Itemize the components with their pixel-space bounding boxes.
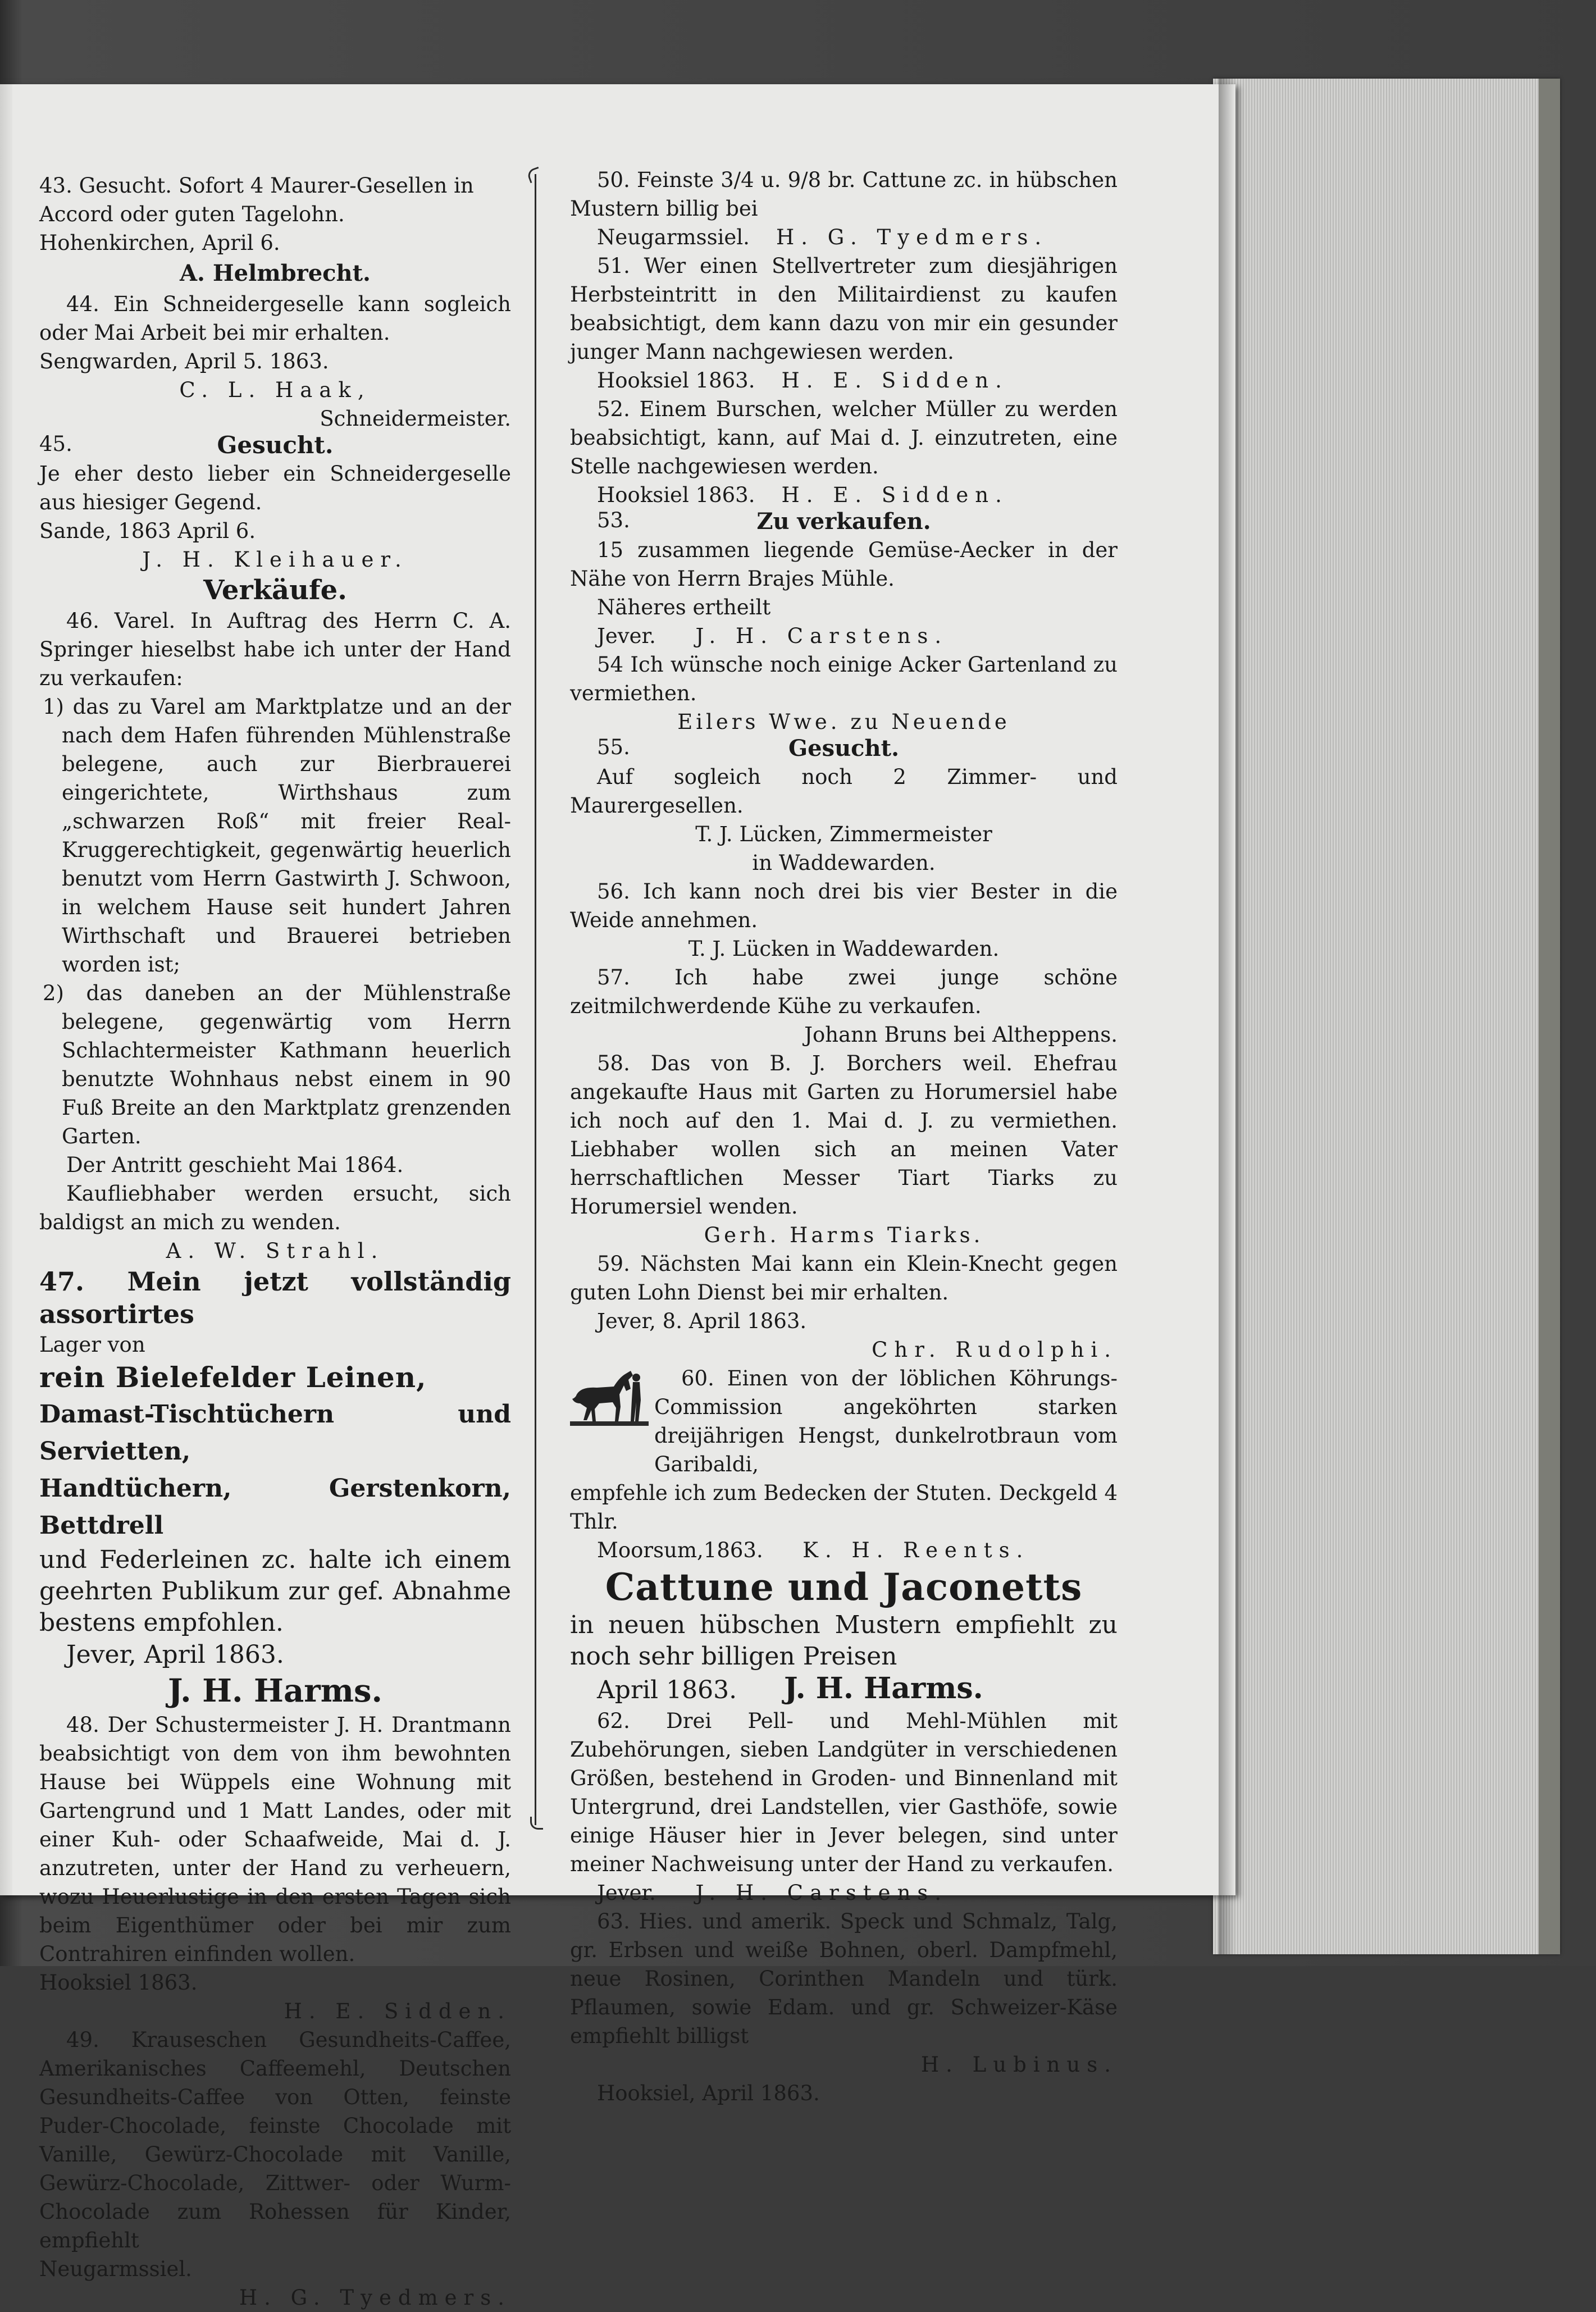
- ad-62-signature: J. H. Carstens.: [695, 1881, 949, 1905]
- ad-57-text: 57. Ich habe zwei junge schöne zeitmilchwerdende Kühe zu verkaufen.: [570, 965, 1118, 1018]
- ad-46-note: Der Antritt geschieht Mai 1864.: [66, 1153, 404, 1177]
- ad-47-line1: 47. Mein jetzt vollständig assortirtes: [39, 1266, 511, 1329]
- ad-61-place: April 1863.: [597, 1676, 737, 1704]
- horse-with-groom-icon: [570, 1366, 649, 1428]
- ad-51-signature: H. E. Sidden.: [781, 368, 1009, 393]
- ad-51-place-signature: [570, 366, 1118, 395]
- ad-45-number: 45.: [39, 432, 72, 456]
- ad-52-place: Hooksiel 1863.: [597, 483, 755, 507]
- ad-63-signature: H. Lubinus.: [920, 2053, 1118, 2077]
- gutter-fold: [0, 84, 12, 1895]
- ad-60: [570, 1364, 1118, 1565]
- section-heading-verkaeufe: Verkäufe.: [203, 574, 347, 606]
- ad-51-place: Hooksiel 1863.: [597, 368, 755, 393]
- ad-54-text: 54 Ich wünsche noch einige Acker Gartenland zu vermiethen.: [570, 653, 1118, 705]
- ad-50-text: 50. Feinste 3/4 u. 9/8 br. Cattune zc. in hübschen Mustern billig bei: [570, 168, 1118, 221]
- ad-48-signature: H. E. Sidden.: [284, 1999, 511, 2023]
- ad-47-rest: und Federleinen zc. halte ich einem geehrten Publikum zur gef. Abnahme bestens empfohlen.: [39, 1545, 511, 1637]
- ad-52-text: 52. Einem Burschen, welcher Müller zu werden beabsichtigt, kann, auf Mai d. J. einzutreten, eine Stelle nachgewiesen werden.: [570, 397, 1118, 478]
- ad-49-signature: H. G. Tyedmers.: [239, 2286, 511, 2310]
- ad-43: [39, 171, 511, 290]
- ad-48-text: 48. Der Schustermeister J. H. Drantmann beabsichtigt von dem von ihm bewohnten Hause bei Wüppels eine Wohnung mit Gartengrund und 1 Matt Landes, oder mit einer Kuh- oder Schaafweide, Mai d. J. anzutreten, unter der Hand zu verheuern, wozu Heuerlustige in den ersten Tagen sich beim Eigenthümer oder bei mir zum Contrahiren einfinden wollen.: [39, 1713, 511, 1966]
- ad-43-signature: A. Helmbrecht.: [180, 260, 371, 286]
- ad-63-place: Hooksiel, April 1863.: [597, 2081, 820, 2105]
- ad-56: [570, 877, 1118, 963]
- ad-49: [39, 2026, 511, 2312]
- ad-63: [570, 1907, 1118, 2108]
- ad-50-signature: H. G. Tyedmers.: [776, 225, 1048, 249]
- ad-50-place-signature: [570, 223, 1118, 252]
- ad-46-note-2: Kaufliebhaber werden ersucht, sich baldigst an mich zu wenden.: [39, 1182, 511, 1234]
- ad-61-headline: Cattune und Jaconetts: [605, 1565, 1083, 1609]
- ad-43-place: Hohenkirchen, April 6.: [39, 231, 280, 255]
- ad-46-item-2: 2) das daneben an der Mühlenstraße belegene, gegenwärtig vom Herrn Schlachtermeister Kathmann heuerlich benutzte Wohnhaus nebst einem in 90 Fuß Breite an den Marktplatz grenzenden Garten.: [43, 981, 511, 1148]
- ad-53: [570, 509, 1118, 650]
- ad-60-place: Moorsum,1863.: [597, 1538, 763, 1562]
- ad-48-place: Hooksiel 1863.: [39, 1971, 198, 1995]
- left-column: [39, 171, 511, 2312]
- ad-47: [39, 1265, 511, 1711]
- ad-55-text: Auf sogleich noch 2 Zimmer- und Maurergesellen.: [570, 765, 1118, 818]
- ad-61-text: in neuen hübschen Mustern empfiehlt zu noch sehr billigen Preisen: [570, 1611, 1118, 1671]
- ad-44-place: Sengwarden, April 5. 1863.: [39, 349, 329, 373]
- ad-45-place: Sande, 1863 April 6.: [39, 519, 256, 543]
- ad-56-text: 56. Ich kann noch drei bis vier Bester in die Weide annehmen.: [570, 879, 1118, 932]
- ad-59: [570, 1250, 1118, 1364]
- ad-61-place-signature: [570, 1672, 1118, 1707]
- ad-63-text: 63. Hies. und amerik. Speck und Schmalz, Talg, gr. Erbsen und weiße Bohnen, oberl. Dampfmehl, neue Rosinen, Corinthen Mandeln und türk. Pflaumen, sowie Edam. und gr. Schweizer-Käse empfiehlt billigst: [570, 1909, 1118, 2048]
- ad-47-big-2: Damast-Tischtüchern und Servietten,: [39, 1400, 511, 1466]
- ad-52-place-signature: [570, 481, 1118, 509]
- ad-45-signature: J. H. Kleihauer.: [142, 548, 408, 572]
- ad-49-text: 49. Krauseschen Gesundheits-Caffee, Amerikanisches Caffeemehl, Deutschen Gesundheits-Caffee von Otten, feinste Puder-Chocolade, feinste Chocolade mit Vanille, Gewürz-Chocolade mit Vanille, Gewürz-Chocolade, Zittwer- oder Wurm-Chocolade zum Rohessen für Kinder, empfiehlt: [39, 2028, 511, 2252]
- ad-59-place: Jever, 8. April 1863.: [597, 1309, 807, 1333]
- ad-45-text: Je eher desto lieber ein Schneidergeselle aus hiesiger Gegend.: [39, 462, 511, 514]
- ad-46: [39, 606, 511, 1265]
- ad-59-signature: Chr. Rudolphi.: [872, 1338, 1118, 1362]
- ad-60-horse-block: [570, 1364, 1118, 1479]
- ad-48: [39, 1711, 511, 2026]
- ad-53-place-signature: [570, 622, 1118, 650]
- ad-60-text-block: [654, 1364, 1118, 1479]
- ad-53-note: Näheres ertheilt: [597, 595, 771, 619]
- ad-62: [570, 1707, 1118, 1907]
- ad-54-signature: Eilers Wwe. zu Neuende: [677, 710, 1010, 734]
- column-divider: [535, 174, 536, 1825]
- ad-60-text: 60. Einen von der löblichen Köhrungs-Commission angeköhrten starken dreijährigen Hengst, dunkelrotbraun vom Garibaldi,: [654, 1366, 1118, 1476]
- ad-61-signature: J. H. Harms.: [784, 1671, 983, 1706]
- ad-47-big-3: Handtüchern, Gerstenkorn, Bettdrell: [39, 1474, 511, 1540]
- ad-54: [570, 650, 1118, 736]
- ad-44: [39, 290, 511, 433]
- ad-49-place: Neugarmssiel.: [39, 2257, 192, 2281]
- ad-62-place: Jever.: [597, 1881, 656, 1905]
- ad-50: [570, 166, 1118, 252]
- ad-55: [570, 736, 1118, 877]
- ad-60-signature: K. H. Reents.: [802, 1538, 1030, 1562]
- ad-53-text: 15 zusammen liegende Gemüse-Aecker in der Nähe von Herrn Brajes Mühle.: [570, 538, 1118, 591]
- ad-50-place: Neugarmssiel.: [597, 225, 750, 249]
- right-column: [570, 166, 1118, 2108]
- ad-62-text: 62. Drei Pell- und Mehl-Mühlen mit Zubehörungen, sieben Landgüter in verschiedenen Größen, bestehend in Groden- und Binnenland mit Untergrund, drei Landstellen, vier Gasthöfe, sowie einige Häuser hier in Jever belegen, sind unter meiner Nachweisung unter der Hand zu verkaufen.: [570, 1709, 1118, 1876]
- ad-45-heading: Gesucht.: [217, 431, 334, 459]
- ad-55-signature: T. J. Lücken, Zimmermeister: [695, 822, 992, 846]
- ad-45: [39, 433, 511, 574]
- ad-47-big-1: rein Bielefelder Leinen,: [39, 1361, 427, 1394]
- ad-58: [570, 1049, 1118, 1250]
- ad-46-list: [39, 692, 511, 1151]
- ad-51-text: 51. Wer einen Stellvertreter zum diesjährigen Herbsteintritt in den Militairdienst zu kaufen beabsichtigt, dem kann dazu von mir ein gesunder junger Mann nachgewiesen werden.: [570, 254, 1118, 364]
- ad-46-intro: 46. Varel. In Auftrag des Herrn C. A. Springer hieselbst habe ich unter der Hand zu verkaufen:: [39, 609, 511, 690]
- ad-44-signature-title: Schneidermeister.: [320, 407, 511, 431]
- ad-57: [570, 963, 1118, 1049]
- book-page-edges: [1213, 79, 1560, 1954]
- ad-47-line2: Lager von: [39, 1333, 145, 1357]
- ad-53-place: Jever.: [597, 624, 656, 648]
- ad-55-signature-place: in Waddewarden.: [752, 851, 936, 875]
- ad-43-line1: 43. Gesucht. Sofort 4 Maurer-Gesellen in: [39, 174, 474, 198]
- ad-55-heading: Gesucht.: [788, 735, 900, 761]
- ad-59-text: 59. Nächsten Mai kann ein Klein-Knecht gegen guten Lohn Dienst bei mir erhalten.: [570, 1252, 1118, 1305]
- ad-44-signature: C. L. Haak,: [179, 378, 371, 402]
- ad-58-text: 58. Das von B. J. Borchers weil. Ehefrau angekaufte Haus mit Garten zu Horumersiel habe ich noch auf den 1. Mai d. J. zu vermiethen. Liebhaber wollen sich an meinen Vater herrschaftlichen Messer Tiart Tiarks zu Horumersiel wenden.: [570, 1051, 1118, 1219]
- ad-46-item-1: 1) das zu Varel am Marktplatze und an der nach dem Hafen führenden Mühlenstraße belegene, auch zur Bierbrauerei eingerichtete, Wirthshaus zum „schwarzen Roß“ mit freier Real-Kruggerechtigkeit, gegenwärtig heuerlich benutzt vom Herrn Gastwirth J. Schwoon, in welchem Hause seit hundert Jahren Wirthschaft und Brauerei betrieben worden ist;: [43, 695, 511, 977]
- ad-60-place-signature: [570, 1536, 1118, 1565]
- ad-58-signature: Gerh. Harms Tiarks.: [704, 1223, 984, 1247]
- ad-52: [570, 395, 1118, 509]
- ad-56-signature: T. J. Lücken in Waddewarden.: [688, 937, 1000, 961]
- ad-61: [570, 1565, 1118, 1707]
- ad-60-text-2: empfehle ich zum Bedecken der Stuten. Deckgeld 4 Thlr.: [570, 1481, 1118, 1534]
- ad-43-line2: Accord oder guten Tagelohn.: [39, 202, 345, 226]
- ad-51: [570, 252, 1118, 395]
- ad-53-signature: J. H. Carstens.: [695, 624, 949, 648]
- ad-53-heading: Zu verkaufen.: [756, 508, 931, 535]
- ad-47-place: Jever, April 1863.: [66, 1640, 284, 1669]
- ad-57-signature: Johann Bruns bei Altheppens.: [804, 1023, 1118, 1047]
- ad-44-text: 44. Ein Schneidergeselle kann sogleich oder Mai Arbeit bei mir erhalten.: [39, 292, 511, 345]
- ad-62-place-signature: [570, 1878, 1118, 1907]
- ad-46-signature: A. W. Strahl.: [166, 1239, 385, 1263]
- ad-52-signature: H. E. Sidden.: [781, 483, 1009, 507]
- page-shadow: [1219, 79, 1235, 1954]
- ad-55-number: 55.: [597, 735, 630, 759]
- ad-47-signature: J. H. Harms.: [167, 1672, 383, 1709]
- ad-53-number: 53.: [597, 508, 630, 532]
